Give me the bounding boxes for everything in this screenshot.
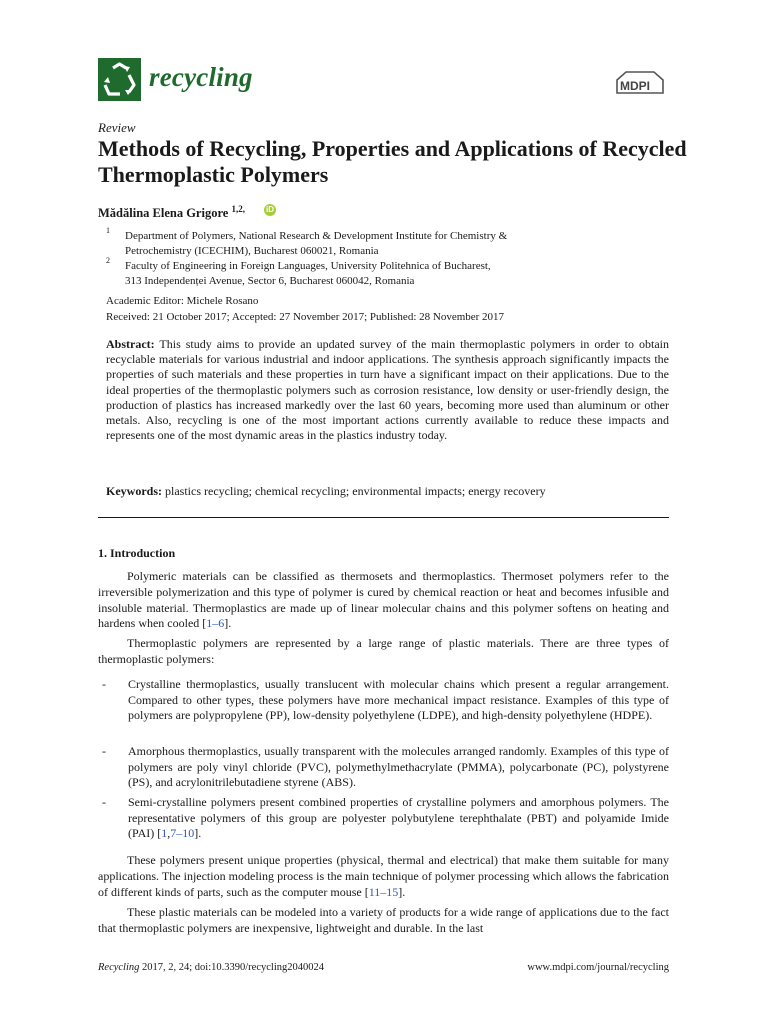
article-type: Review — [98, 120, 136, 135]
bullet-item — [128, 795, 669, 842]
author-name: Mădălina Elena Grigore — [98, 206, 229, 221]
footer-journal: Recycling — [98, 962, 140, 973]
keywords-label: Keywords: — [106, 484, 162, 498]
journal-name: recycling — [149, 62, 253, 92]
mdpi-logo — [612, 69, 668, 98]
affiliation-2-number: 2 — [106, 256, 110, 265]
author — [98, 204, 245, 221]
bullet-dash: - — [102, 795, 106, 809]
affiliation-2-line2: 313 Independenței Avenue, Sector 6, Bucharest 060042, Romania — [125, 275, 415, 287]
bullet-item: Amorphous thermoplastics, usually transparent with the molecules arranged randomly. Examples of this type of polymers are poly vinyl chloride (PVC), polymethylmethacrylate (PMMA), polycarbonate (PC), polystyrene (PS), and acrylonitrilebutadiene styrene (ABS). — [128, 744, 669, 790]
academic-editor: Academic Editor: Michele Rosano — [106, 295, 259, 307]
footer-url[interactable]: www.mdpi.com/journal/recycling — [527, 962, 669, 973]
affiliation-1 — [125, 229, 507, 259]
affiliation-2-line1: Faculty of Engineering in Foreign Languages, University Politehnica of Bucharest, — [125, 260, 491, 272]
article-title: Methods of Recycling, Properties and Applications of Recycled Thermoplastic Polymers — [98, 136, 687, 187]
intro-p3-text: These polymers present unique properties (physical, thermal and electrical) that make them suitable for many applications. The injection modeling process is the main technique of polymer processing which allows the fabrication of different kinds of parts, such as the computer mouse [ — [98, 853, 669, 899]
citation-link[interactable]: 1 — [161, 826, 168, 841]
intro-paragraph-2: Thermoplastic polymers are represented by a large range of plastic materials. There are three types of thermoplastic polymers: — [98, 636, 669, 666]
intro-p1-end: ]. — [224, 616, 232, 631]
author-affiliation-sup: 1,2, — [231, 204, 245, 214]
intro-p1-text: Polymeric materials can be classified as thermosets and thermoplastics. Thermoset polymers refer to the irreversible polymerization and this type of polymer is cured by chemical reaction or heat and becomes infusible and insoluble material. Thermoplastics are made up of linear molecular chains and this polymer softens on heating and hardens when cooled [ — [98, 569, 669, 631]
keywords — [106, 484, 669, 499]
intro-paragraph-4: These plastic materials can be modeled into a variety of products for a wide range of applications due to the fact that thermoplastic polymers are inexpensive, lightweight and durable. In the last — [98, 905, 669, 935]
affiliation-2 — [125, 259, 491, 289]
intro-paragraph-1 — [98, 569, 669, 632]
abstract — [106, 337, 669, 443]
section-heading: 1. Introduction — [98, 546, 176, 560]
intro-p3-end: ]. — [398, 884, 406, 899]
intro-paragraph-3 — [98, 853, 669, 900]
bullet-dash: - — [102, 677, 106, 691]
citation-link[interactable]: 7–10 — [170, 826, 195, 841]
citation-link[interactable]: 11–15 — [368, 884, 399, 899]
recycle-icon — [98, 58, 141, 101]
affiliation-1-line1: Department of Polymers, National Research & Development Institute for Chemistry & — [125, 230, 508, 242]
bullet-item: Crystalline thermoplastics, usually translucent with molecular chains which present a regular arrangement. Compared to other types, these polymers have more mechanical impact resistance. Examples of this type of polymers are polypropylene (PP), low-density polyethylene (LDPE), and high-density polyethylene (HDPE). — [128, 677, 669, 723]
bullet-3-text: Semi-crystalline polymers present combined properties of crystalline polymers and amorphous polymers. The representative polymers of this group are polyester polybutylene terephthalate (PBT) and polyamide Imide (PAI) [ — [128, 795, 669, 841]
abstract-label: Abstract: — [106, 337, 155, 351]
keywords-text: plastics recycling; chemical recycling; environmental impacts; energy recovery — [165, 484, 546, 498]
journal-logo — [98, 58, 141, 101]
orcid-label: iD — [266, 205, 274, 214]
footer-citation — [98, 962, 324, 973]
abstract-text: This study aims to provide an updated survey of the main thermoplastic polymers in order to obtain recyclable materials for various industrial and indoor applications. The synthesis approach significantly impacts the properties of such materials and these properties in turn have a significant impact on their applications. Due to the ideal properties of the thermoplastic polymers such as corrosion resistance, low density or user-friendly design, the production of plastics has increased markedly over the last 60 years, becoming more used than aluminum or other metals. Also, recycling is one of the most important actions currently available to reduce these impacts and represents one of the most dynamic areas in the plastics industry today. — [106, 337, 669, 443]
affiliation-1-line2: Petrochemistry (ICECHIM), Bucharest 060021, Romania — [125, 245, 379, 257]
citation-separator: , — [167, 826, 171, 841]
divider — [98, 517, 669, 518]
bullet-3-end: ]. — [194, 826, 202, 841]
publication-dates: Received: 21 October 2017; Accepted: 27 November 2017; Published: 28 November 2017 — [106, 311, 505, 323]
orcid-icon[interactable] — [264, 204, 276, 216]
bullet-dash: - — [102, 744, 106, 758]
citation-link[interactable]: 1–6 — [206, 616, 225, 631]
publisher-name: MDPI — [620, 79, 650, 93]
affiliation-1-number: 1 — [106, 226, 110, 235]
footer-doi: 2017, 2, 24; doi:10.3390/recycling2040024 — [139, 962, 324, 973]
